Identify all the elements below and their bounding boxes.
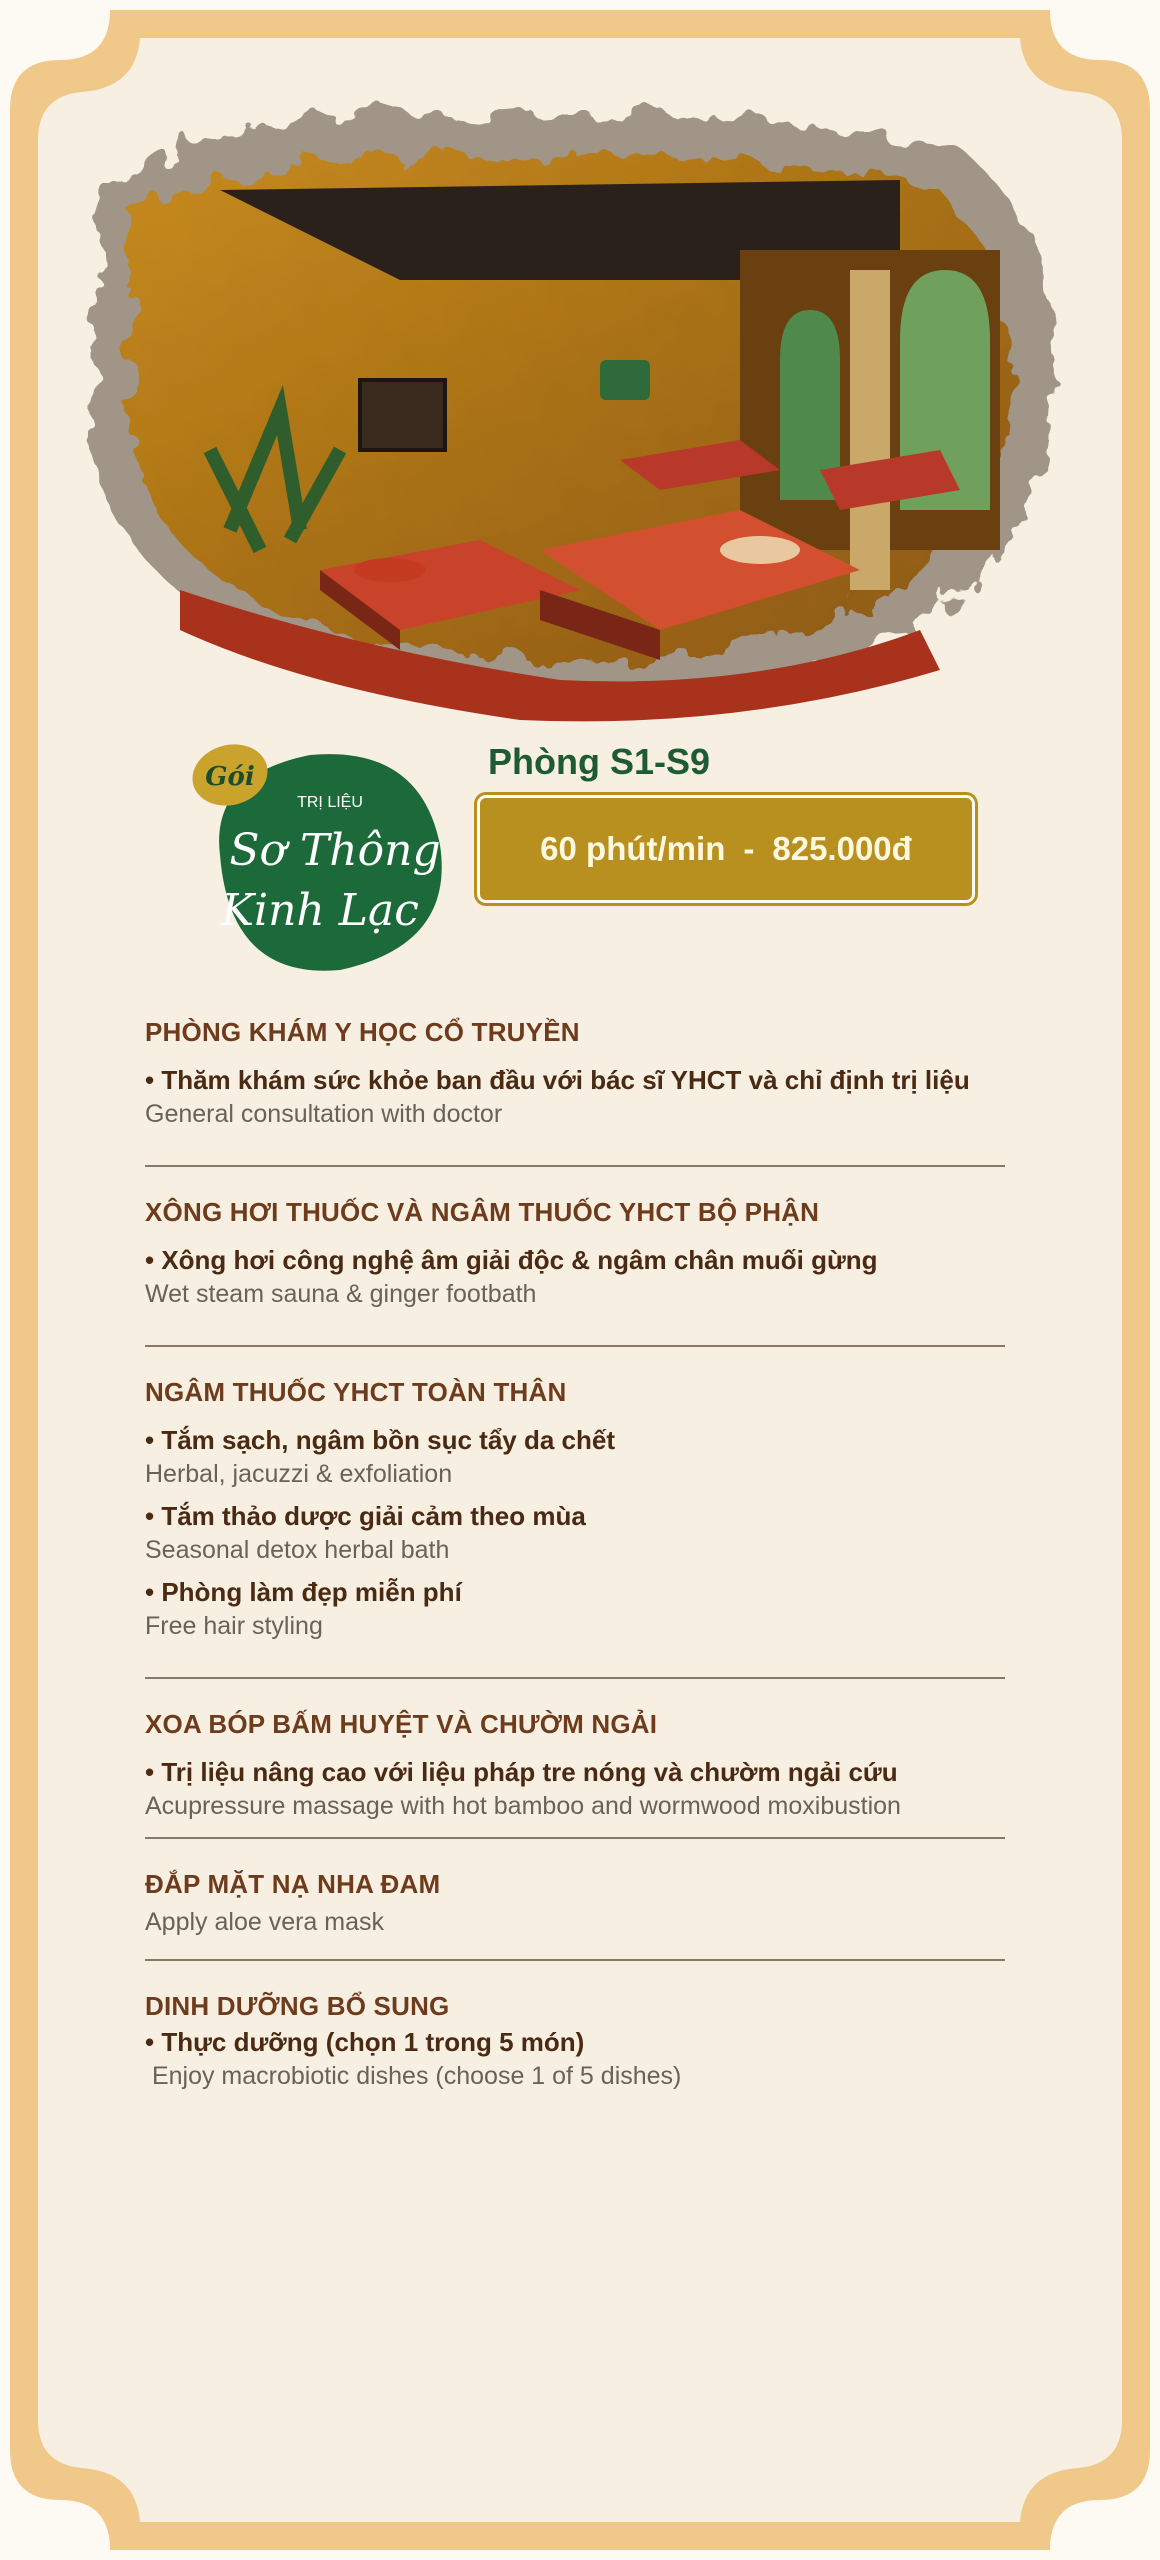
item-en: Herbal, jacuzzi & exfoliation	[145, 1460, 453, 1488]
item-en: General consultation with doctor	[145, 1100, 503, 1128]
item-vi: • Thực dưỡng (chọn 1 trong 5 món)	[145, 2027, 585, 2057]
section-title: NGÂM THUỐC YHCT TOÀN THÂN	[145, 1377, 567, 1407]
price-amount: 825.000đ	[772, 830, 912, 867]
section-nutrition	[145, 1989, 1015, 2093]
item-en: Enjoy macrobiotic dishes (choose 1 of 5 dishes)	[145, 2062, 682, 2090]
package-badge	[190, 735, 460, 985]
divider	[145, 1677, 1005, 1679]
item-en: Acupressure massage with hot bamboo and wormwood moxibustion	[145, 1792, 901, 1820]
price-duration: 60 phút/min	[540, 830, 726, 867]
item-en: Seasonal detox herbal bath	[145, 1536, 450, 1564]
section-massage	[145, 1707, 1015, 1823]
section-title: XÔNG HƠI THUỐC VÀ NGÂM THUỐC YHCT BỘ PHẬN	[145, 1197, 820, 1227]
divider	[145, 1165, 1005, 1167]
divider	[145, 1837, 1005, 1839]
section-aloe-mask	[145, 1867, 1015, 1939]
item-vi: • Tắm sạch, ngâm bồn sục tẩy da chết	[145, 1425, 616, 1455]
item-vi: • Xông hơi công nghệ âm giải độc & ngâm chân muối gừng	[145, 1245, 878, 1275]
room-title: Phòng S1-S9	[488, 741, 711, 782]
item-vi: • Tắm thảo dược giải cảm theo mùa	[145, 1501, 586, 1531]
item-en: Wet steam sauna & ginger footbath	[145, 1280, 537, 1308]
badge-goi: Gói	[205, 762, 255, 792]
item-vi: • Phòng làm đẹp miễn phí	[145, 1577, 462, 1607]
section-title: DINH DƯỠNG BỔ SUNG	[145, 1991, 450, 2021]
service-list	[145, 1015, 1015, 2101]
item-vi: • Trị liệu nâng cao với liệu pháp tre nóng và chườm ngải cứu	[145, 1757, 898, 1787]
badge-line1: Sơ Thông	[229, 825, 441, 876]
section-full-body-bath	[145, 1375, 1015, 1643]
divider	[145, 1345, 1005, 1347]
section-title: XOA BÓP BẤM HUYỆT VÀ CHƯỜM NGẢI	[145, 1709, 658, 1739]
badge-tri-lieu: TRỊ LIỆU	[297, 794, 363, 811]
price-box	[480, 798, 972, 900]
item-en: Free hair styling	[145, 1612, 323, 1640]
section-steam-footbath	[145, 1195, 1015, 1311]
divider	[145, 1959, 1005, 1961]
spa-room-photo	[60, 30, 1100, 730]
badge-line2: Kinh Lạc	[221, 885, 419, 936]
item-en: Apply aloe vera mask	[145, 1908, 385, 1936]
section-consultation	[145, 1015, 1015, 1131]
section-title: PHÒNG KHÁM Y HỌC CỔ TRUYỀN	[145, 1017, 580, 1047]
item-vi: • Thăm khám sức khỏe ban đầu với bác sĩ YHCT và chỉ định trị liệu	[145, 1065, 970, 1095]
price-separator: -	[743, 830, 755, 867]
section-title: ĐẮP MẶT NẠ NHA ĐAM	[145, 1869, 441, 1899]
